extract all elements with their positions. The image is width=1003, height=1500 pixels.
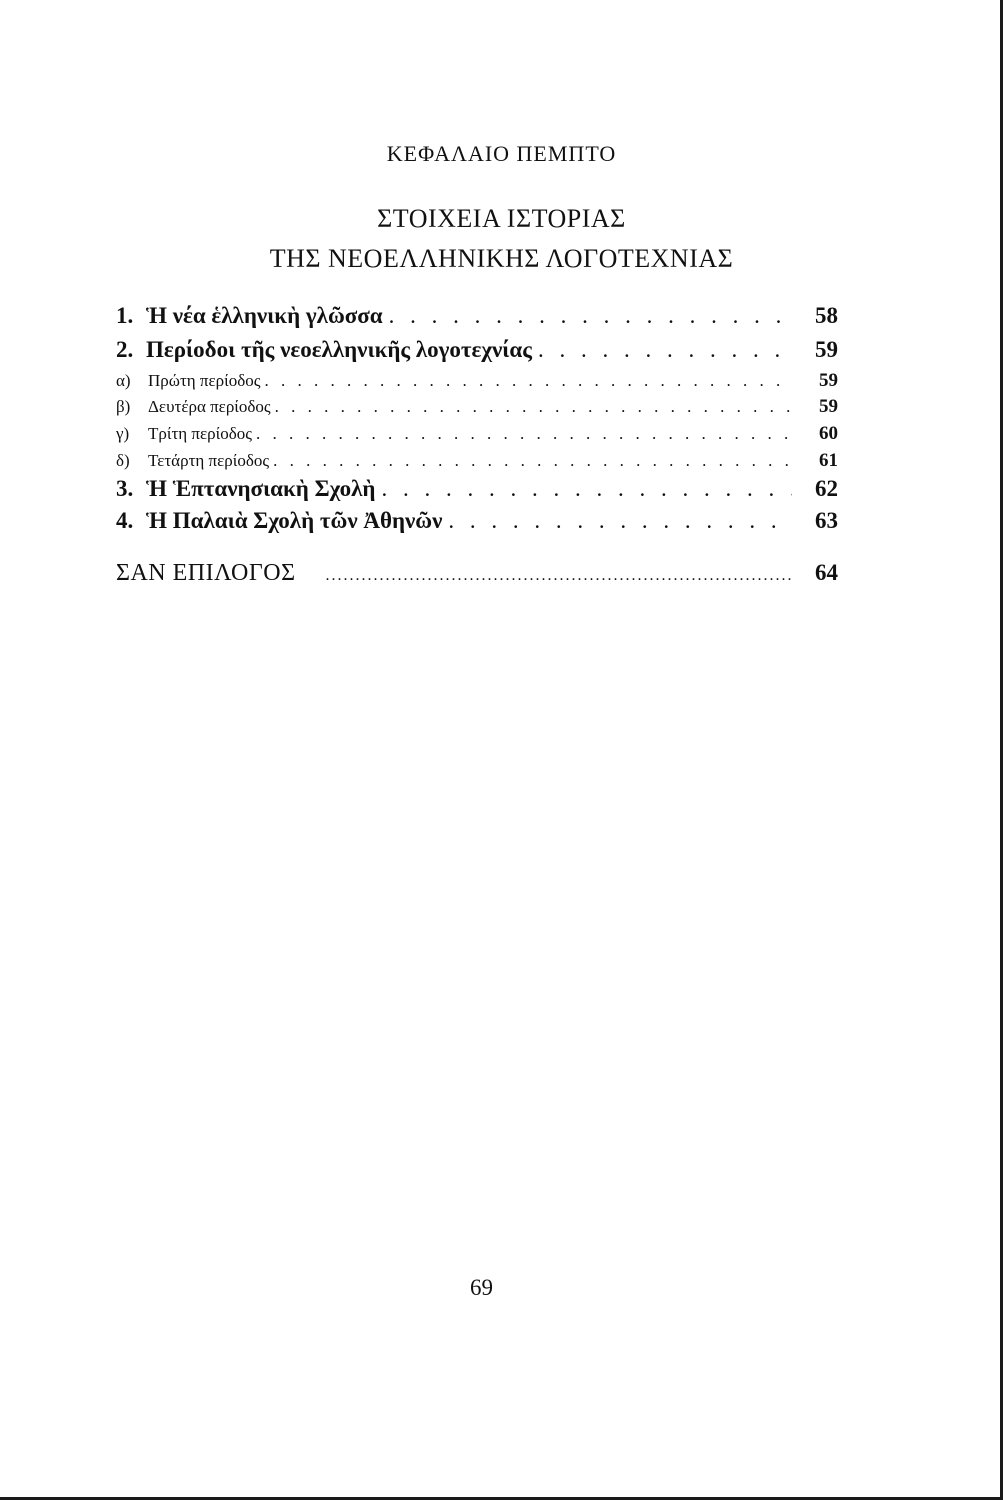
toc-entry-2b[interactable] xyxy=(116,396,838,418)
toc-entry-2[interactable] xyxy=(116,337,838,363)
dot-leader xyxy=(264,371,792,391)
dot-leader xyxy=(275,397,792,417)
toc-number: β) xyxy=(116,397,131,416)
toc-number: α) xyxy=(116,371,131,390)
toc-label: Ἡ νέα ἑλληνικὴ γλῶσσα xyxy=(146,303,383,328)
dot-leader xyxy=(273,451,792,471)
toc-page: 62 xyxy=(815,476,838,501)
toc-label: Πρώτη περίοδος xyxy=(148,371,261,390)
page-number: 69 xyxy=(470,1275,493,1300)
toc-number: 2. xyxy=(116,337,134,362)
toc-label: ΣΑΝ ΕΠΙΛΟΓΟΣ xyxy=(116,560,296,586)
toc-entry-3[interactable] xyxy=(116,476,838,502)
toc-entry-2d[interactable] xyxy=(116,450,838,472)
toc-page: 58 xyxy=(815,303,838,328)
toc-page: 59 xyxy=(819,396,838,417)
toc-page: 59 xyxy=(819,370,838,391)
toc-number: 4. xyxy=(116,508,134,533)
section-title-line-1: ΣΤΟΙΧΕΙΑ ΙΣΤΟΡΙΑΣ xyxy=(377,204,626,233)
toc-number: 3. xyxy=(116,476,134,501)
dot-leader xyxy=(256,424,792,444)
section-title-line-2: ΤΗΣ ΝΕΟΕΛΛΗΝΙΚΗΣ ΛΟΓΟΤΕΧΝΙΑΣ xyxy=(269,244,734,273)
dot-leader xyxy=(326,567,792,585)
toc-entry-1[interactable] xyxy=(116,303,838,329)
toc-page: 64 xyxy=(815,560,838,585)
chapter-heading: ΚΕΦΑΛΑΙΟ ΠΕΜΠΤΟ xyxy=(386,141,617,166)
dot-leader xyxy=(448,508,792,534)
toc-entry-epilogue[interactable] xyxy=(116,560,838,587)
toc-label: Τρίτη περίοδος xyxy=(148,424,252,443)
toc-number: γ) xyxy=(116,424,130,443)
toc-entry-4[interactable] xyxy=(116,508,838,534)
toc-number: 1. xyxy=(116,303,134,328)
dot-leader xyxy=(389,303,792,329)
toc-page: 59 xyxy=(815,337,838,362)
dot-leader xyxy=(381,476,792,502)
toc-label: Ἡ Ἑπτανησιακὴ Σχολὴ xyxy=(146,476,376,501)
toc-page: 63 xyxy=(815,508,838,533)
toc-number: δ) xyxy=(116,451,130,470)
toc-label: Δευτέρα περίοδος xyxy=(148,397,271,416)
toc-label: Περίοδοι τῆς νεοελληνικῆς λογοτεχνίας xyxy=(146,337,532,362)
toc-label: Ἡ Παλαιὰ Σχολὴ τῶν Ἀθηνῶν xyxy=(146,508,443,533)
toc-page: 61 xyxy=(819,450,838,471)
dot-leader xyxy=(538,337,792,363)
toc-entry-2a[interactable] xyxy=(116,370,838,392)
toc-entry-2c[interactable] xyxy=(116,423,838,445)
toc-label: Τετάρτη περίοδος xyxy=(148,451,270,470)
toc-page: 60 xyxy=(819,423,838,444)
